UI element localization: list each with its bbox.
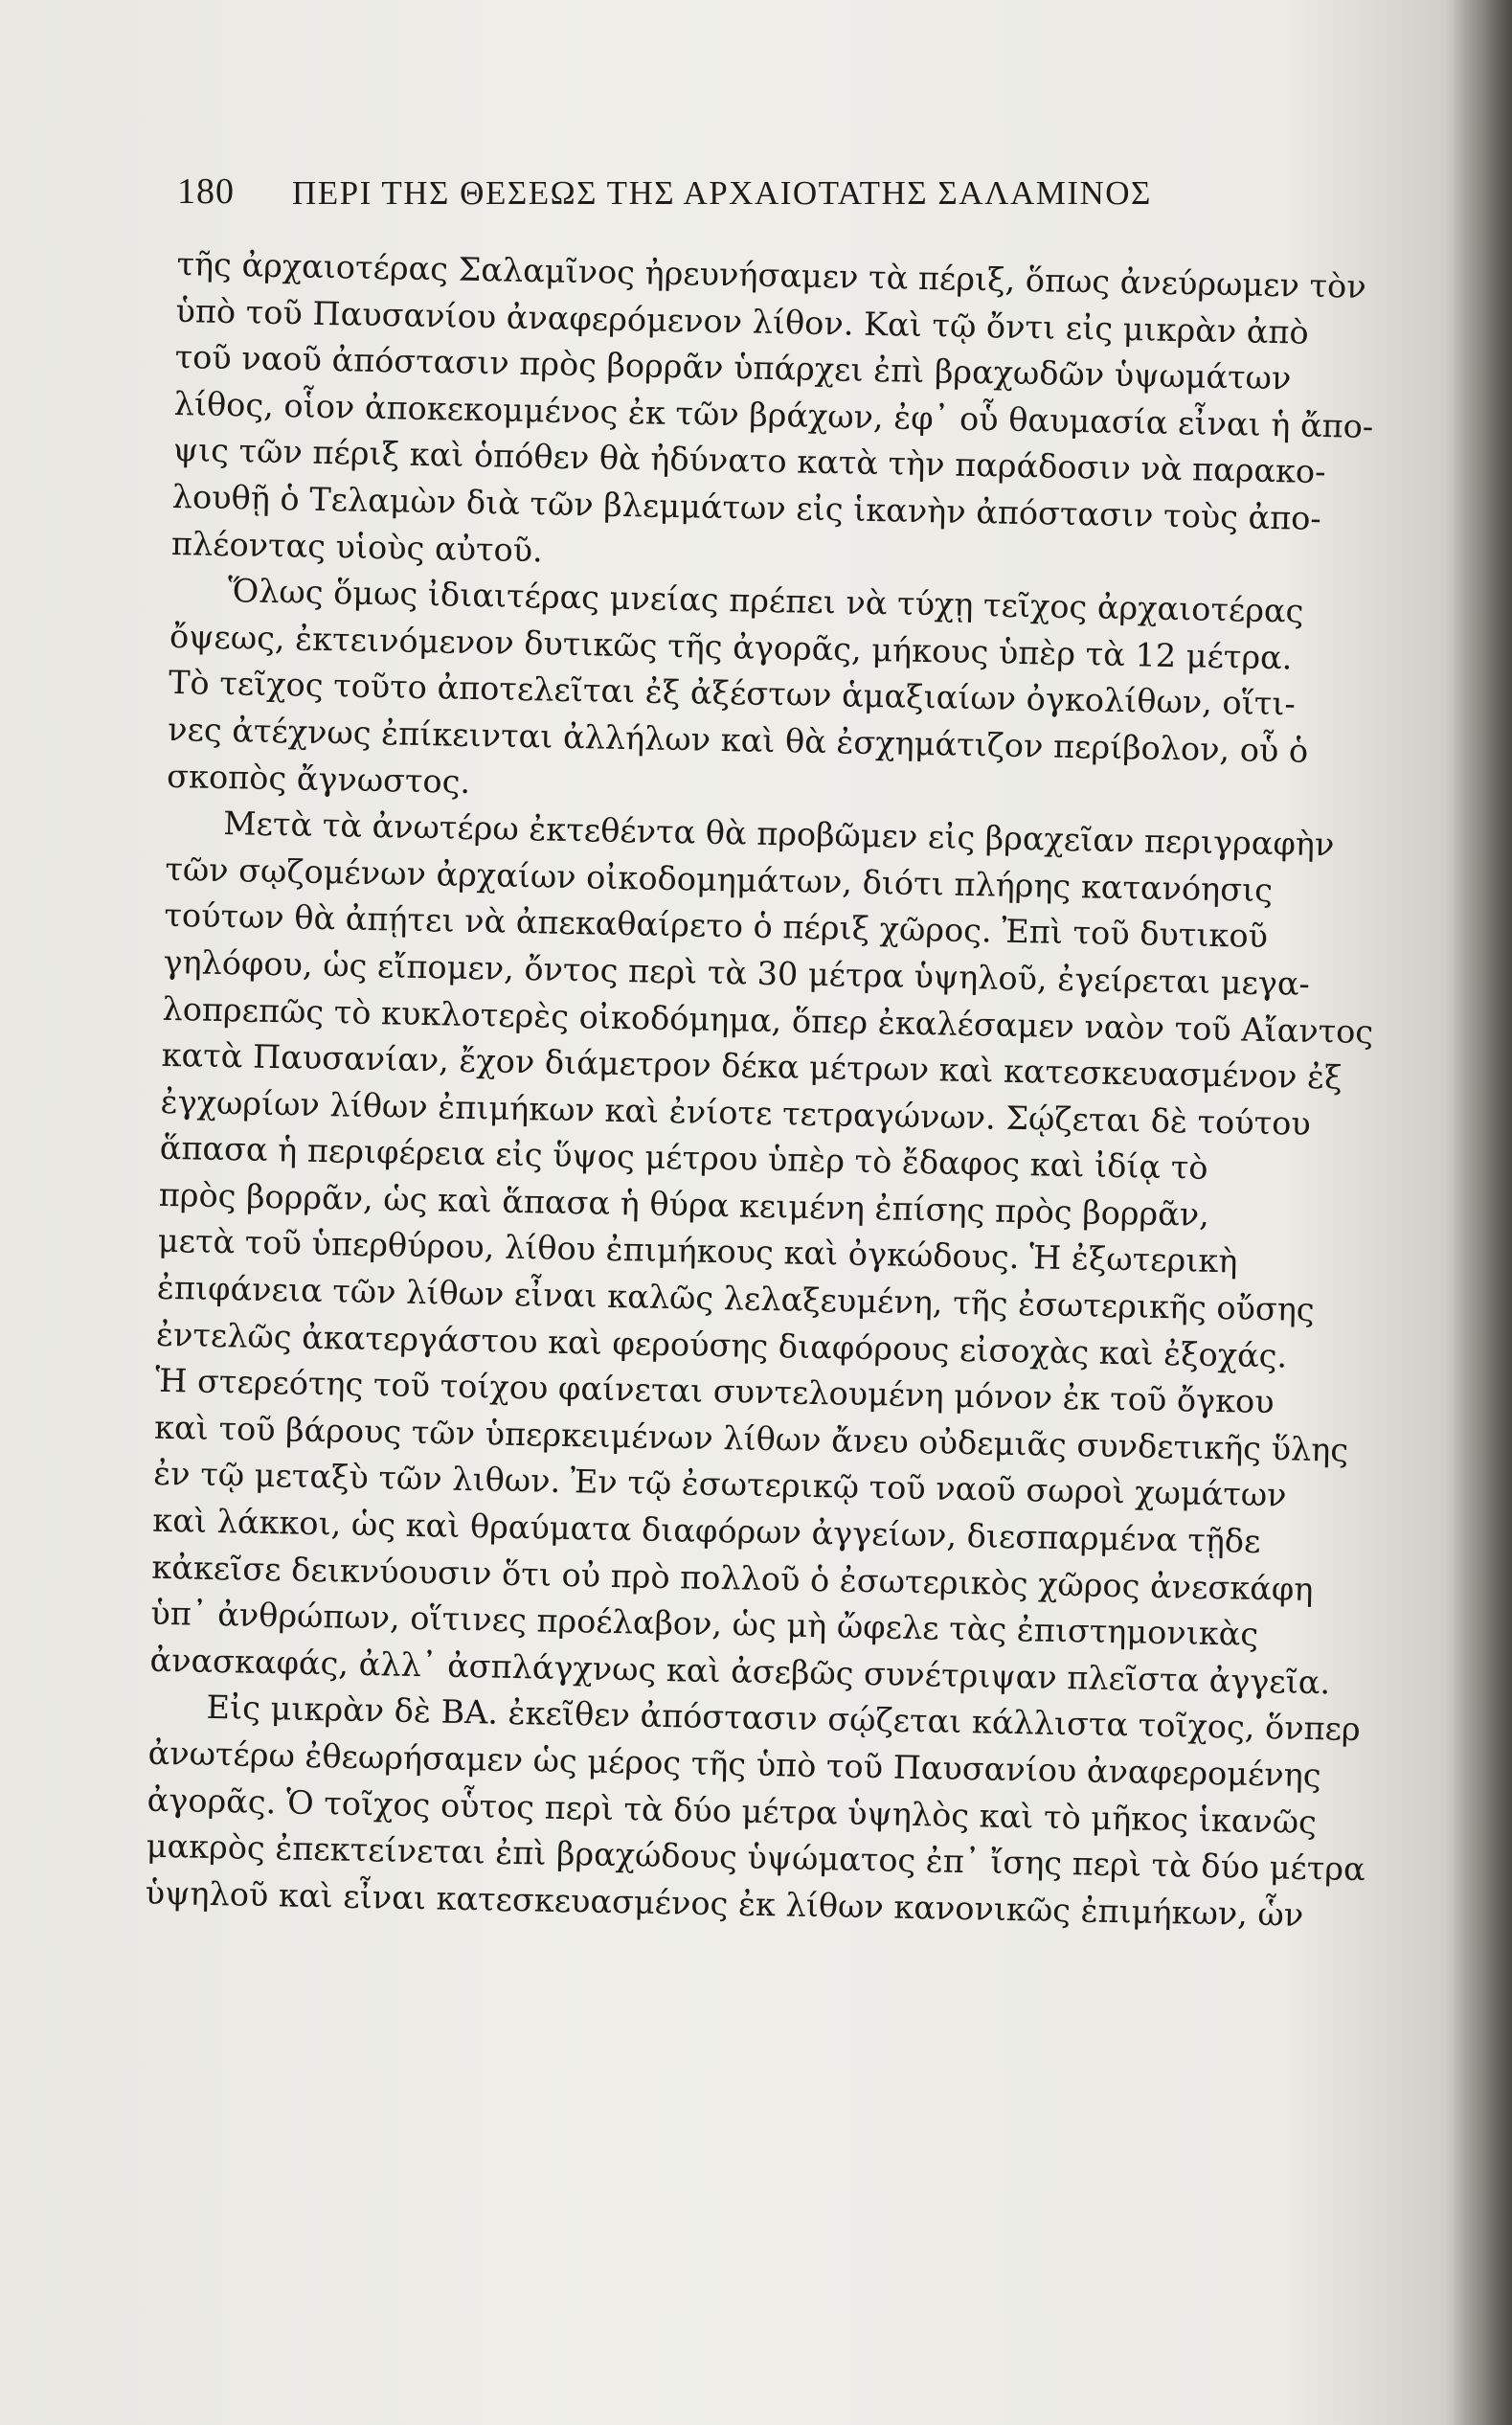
text-line: τούτων θὰ ἀπῄτει νὰ ἀπεκαθαίρετο ὁ πέριξ χῶρος. Ἐπὶ τοῦ δυτικοῦ [164, 896, 1269, 956]
text-line: ἐντελῶς ἀκατεργάστου καὶ φερούσης διαφόρους εἰσοχὰς καὶ ἐξοχάς. [155, 1315, 1288, 1375]
text-line: γηλόφου, ὡς εἴπομεν, ὄντος περὶ τὰ 30 μέτρα ὑψηλοῦ, ἐγείρεται μεγα- [163, 942, 1311, 1003]
text-line: πλέοντας υἱοὺς αὐτοῦ. [170, 524, 544, 569]
body-text [145, 241, 1374, 1939]
text-line: μετὰ τοῦ ὑπερθύρου, λίθου ἐπιμήκους καὶ ὀγκώδους. Ἡ ἐξωτερικὴ [157, 1222, 1238, 1280]
text-line: σκοπὸς ἄγνωστος. [166, 757, 471, 801]
text-line: ὑπὸ τοῦ Παυσανίου ἀναφερόμενον λίθον. Καὶ τῷ ὄντι εἰς μικρὰν ἀπὸ [175, 291, 1310, 351]
text-line: κατὰ Παυσανίαν, ἔχον διάμετρον δέκα μέτρων καὶ κατεσκευασμένον ἐξ [161, 1035, 1343, 1097]
paragraph-start-line: Ὅλως ὅμως ἰδιαιτέρας μνείας πρέπει νὰ τύχῃ τεῖχος ἀρχαιοτέρας [227, 572, 1304, 630]
text-line: ἐν τῷ μεταξὺ τῶν λιθων. Ἐν τῷ ἐσωτερικῷ τοῦ ναοῦ σωροὶ χωμάτων [152, 1455, 1287, 1514]
text-line: ὄψεως, ἐκτεινόμενον δυτικῶς τῆς ἀγορᾶς, μήκους ὑπὲρ τὰ 12 μέτρα. [169, 617, 1293, 677]
paragraph-start-line: Μετὰ τὰ ἀνωτέρω ἐκτεθέντα θὰ προβῶμεν εἰς βραχεῖαν περιγραφὴν [222, 805, 1335, 864]
text-line: ἀγορᾶς. Ὁ τοῖχος οὗτος περὶ τὰ δύο μέτρα ὑψηλὸς καὶ τὸ μῆκος ἱκανῶς [147, 1780, 1318, 1841]
text-line: ἀνωτέρω ἐθεωρήσαμεν ὡς μέρος τῆς ὑπὸ τοῦ Παυσανίου ἀναφερομένης [147, 1734, 1321, 1795]
text-line: τῆς ἀρχαιοτέρας Σαλαμῖνος ἠρευνήσαμεν τὰ πέριξ, ὅπως ἀνεύρωμεν τὸν [176, 244, 1367, 306]
text-line: ἀνασκαφάς, ἀλλ᾽ ἀσπλάγχνως καὶ ἀσεβῶς συνέτριψαν πλεῖστα ἀγγεῖα. [149, 1641, 1331, 1702]
text-line: λίθος, οἷον ἀποκεκομμένος ἐκ τῶν βράχων, ἐφ᾽ οὗ θαυμασία εἶναι ἡ ἄπο- [173, 384, 1374, 445]
text-line: ἐπιφάνεια τῶν λίθων εἶναι καλῶς λελαξευμένη, τῆς ἐσωτερικῆς οὔσης [156, 1268, 1316, 1329]
running-title: ΠΕΡΙ ΤΗΣ ΘΕΣΕΩΣ ΤΗΣ ΑΡΧΑΙΟΤΑΤΗΣ ΣΑΛΑΜΙΝΟΣ [292, 174, 1152, 212]
text-line: ὑπ᾽ ἀνθρώπων, οἵτινες προέλαβον, ὡς μὴ ὤφελε τὰς ἐπιστημονικὰς [150, 1594, 1259, 1654]
text-line: κἀκεῖσε δεικνύουσιν ὅτι οὐ πρὸ πολλοῦ ὁ ἐσωτερικὸς χῶρος ἀνεσκάφη [151, 1548, 1314, 1608]
text-line: μακρὸς ἐπεκτείνεται ἐπὶ βραχώδους ὑψώματος ἐπ᾽ ἴσης περὶ τὰ δύο μέτρα [146, 1826, 1366, 1889]
text-line: τῶν σῳζομένων ἀρχαίων οἰκοδομημάτων, διότι πλήρης κατανόησις [165, 850, 1274, 909]
text-line: καὶ λάκκοι, ὡς καὶ θραύματα διαφόρων ἀγγείων, διεσπαρμένα τῇδε [151, 1501, 1261, 1560]
text-line: Ἡ στερεότης τοῦ τοίχου φαίνεται συντελουμένη μόνον ἐκ τοῦ ὄγκου [154, 1362, 1275, 1421]
binding-shadow [1445, 0, 1512, 2425]
paragraph-start-line: Εἰς μικρὰν δὲ ΒΑ. ἐκεῖθεν ἀπόστασιν σῴζεται κάλλιστα τοῖχος, ὅνπερ [206, 1688, 1362, 1749]
page-header [177, 170, 1336, 228]
text-line: πρὸς βορρᾶν, ὡς καὶ ἅπασα ἡ θύρα κειμένη ἐπίσης πρὸς βορρᾶν, [158, 1175, 1210, 1234]
text-line: τοῦ ναοῦ ἀπόστασιν πρὸς βορρᾶν ὑπάρχει ἐπὶ βραχωδῶν ὑψωμάτων [174, 338, 1292, 397]
text-line: ἐγχωρίων λίθων ἐπιμήκων καὶ ἐνίοτε τετραγώνων. Σῴζεται δὲ τούτου [160, 1082, 1312, 1143]
text-line: καὶ τοῦ βάρους τῶν ὑπερκειμένων λίθων ἄνευ οὐδεμιᾶς συνδετικῆς ὕλης [153, 1408, 1349, 1469]
text-line: ὑψηλοῦ καὶ εἶναι κατεσκευασμένος ἐκ λίθων κανονικῶς ἐπιμήκων, ὧν [145, 1873, 1304, 1934]
page-number: 180 [177, 171, 235, 212]
text-line: λουθῇ ὁ Τελαμὼν διὰ τῶν βλεμμάτων εἰς ἱκανὴν ἀπόστασιν τοὺς ἀπο- [171, 477, 1322, 537]
text-line: νες ἀτέχνως ἐπίκεινται ἀλλήλων καὶ θὰ ἐσχημάτιζον περίβολον, οὗ ὁ [167, 710, 1309, 770]
text-line: ἅπασα ἡ περιφέρεια εἰς ὕψος μέτρου ὑπὲρ τὸ ἔδαφος καὶ ἰδίᾳ τὸ [159, 1129, 1208, 1188]
text-line: Τὸ τεῖχος τοῦτο ἀποτελεῖται ἐξ ἀξέστων ἁμαξιαίων ὀγκολίθων, οἵτι- [168, 664, 1297, 723]
text-line: λοπρεπῶς τὸ κυκλοτερὲς οἰκοδόμημα, ὅπερ ἐκαλέσαμεν ναὸν τοῦ Αἴαντος [162, 989, 1374, 1051]
text-line: ψις τῶν πέριξ καὶ ὁπόθεν θὰ ἠδύνατο κατὰ τὴν παράδοσιν νὰ παρακο- [172, 431, 1326, 491]
